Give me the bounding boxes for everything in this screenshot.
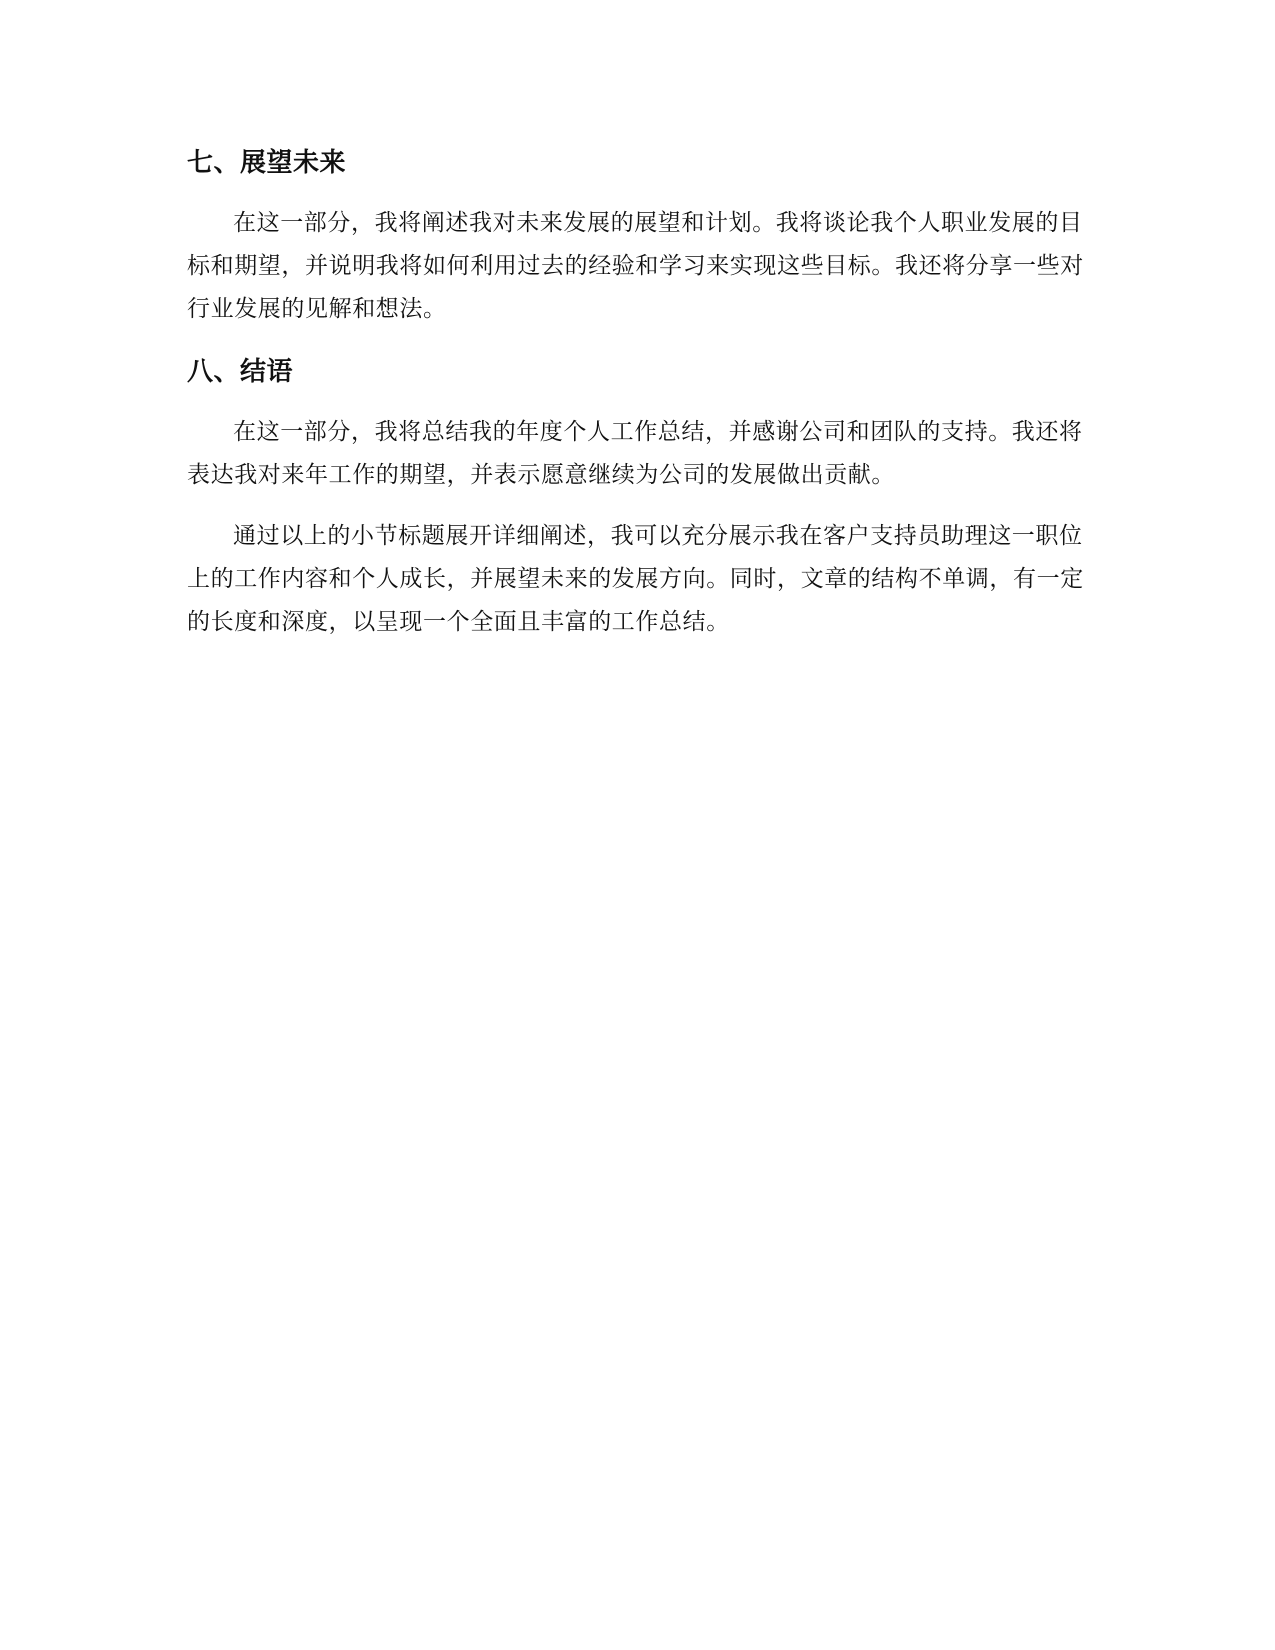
paragraph-outlook: 在这一部分，我将阐述我对未来发展的展望和计划。我将谈论我个人职业发展的目标和期望，并说明我将如何利用过去的经验和学习来实现这些目标。我还将分享一些对行业发展的见解和想法。 (187, 210, 1084, 322)
section-heading-conclusion: 八、结语 (187, 357, 294, 387)
section-heading-outlook: 七、展望未来 (187, 148, 347, 178)
paragraph-conclusion: 在这一部分，我将总结我的年度个人工作总结，并感谢公司和团队的支持。我还将表达我对来年工作的期望，并表示愿意继续为公司的发展做出贡献。 (187, 419, 1083, 488)
paragraph-closing-note: 通过以上的小节标题展开详细阐述，我可以充分展示我在客户支持员助理这一职位上的工作内容和个人成长，并展望未来的发展方向。同时，文章的结构不单调，有一定的长度和深度，以呈现一个全面且丰富的工作总结。 (187, 523, 1084, 635)
document-page (187, 140, 1087, 644)
